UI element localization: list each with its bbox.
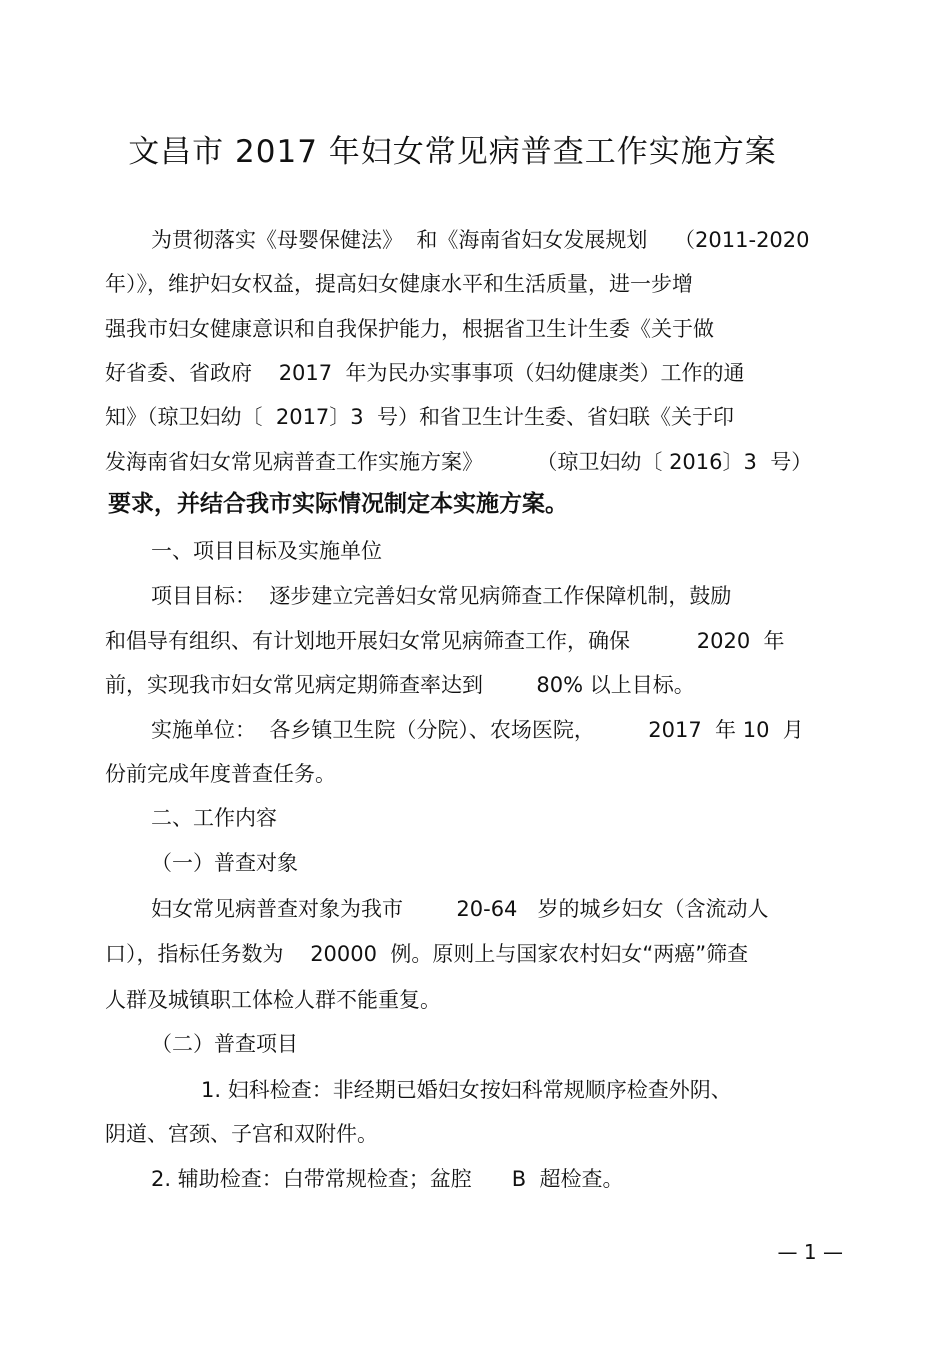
paragraph-line: 实施单位： 各乡镇卫生院（分院）、农场医院， 2017 年 10 月 bbox=[151, 718, 804, 742]
subsection-heading: （二）普查项目 bbox=[151, 1032, 298, 1056]
list-item: 1. 妇科检查：非经期已婚妇女按妇科常规顺序检查外阴、 bbox=[201, 1078, 732, 1102]
paragraph-line: 前，实现我市妇女常见病定期筛查率达到 80% 以上目标。 bbox=[105, 673, 695, 697]
paragraph-line: 发海南省妇女常见病普查工作实施方案》 （琼卫妇幼〔 2016〕3 号） bbox=[105, 450, 813, 474]
paragraph-line: 好省委、省政府 2017 年为民办实事事项（妇幼健康类）工作的通 bbox=[105, 361, 745, 385]
paragraph-line: 阴道、宫颈、子宫和双附件。 bbox=[105, 1122, 378, 1146]
paragraph-line: 和倡导有组织、有计划地开展妇女常见病筛查工作，确保 2020 年 bbox=[105, 629, 785, 653]
subsection-heading: （一）普查对象 bbox=[151, 851, 298, 875]
paragraph-line-bold: 要求，并结合我市实际情况制定本实施方案。 bbox=[108, 491, 568, 517]
paragraph-line: 为贯彻落实《母婴保健法》 和《海南省妇女发展规划 （2011-2020 bbox=[151, 228, 810, 252]
page-number: — 1 — bbox=[777, 1240, 843, 1264]
paragraph-line: 人群及城镇职工体检人群不能重复。 bbox=[105, 988, 441, 1012]
paragraph-line: 知》（琼卫妇幼〔 2017〕3 号）和省卫生计生委、省妇联《关于印 bbox=[105, 405, 735, 429]
paragraph-line: 年）》，维护妇女权益，提高妇女健康水平和生活质量，进一步增 bbox=[105, 272, 693, 296]
document-title: 文昌市 2017 年妇女常见病普查工作实施方案 bbox=[128, 134, 777, 170]
paragraph-line: 份前完成年度普查任务。 bbox=[105, 762, 336, 786]
list-item: 2. 辅助检查：白带常规检查；盆腔 B 超检查。 bbox=[151, 1167, 624, 1191]
paragraph-line: 强我市妇女健康意识和自我保护能力，根据省卫生计生委《关于做 bbox=[105, 317, 714, 341]
section-heading: 二、工作内容 bbox=[151, 806, 277, 830]
paragraph-line: 妇女常见病普查对象为我市 20-64 岁的城乡妇女（含流动人 bbox=[151, 897, 769, 921]
paragraph-line: 项目目标： 逐步建立完善妇女常见病筛查工作保障机制，鼓励 bbox=[151, 584, 732, 608]
paragraph-line: 口），指标任务数为 20000 例。原则上与国家农村妇女“两癌”筛查 bbox=[105, 942, 749, 966]
section-heading: 一、项目目标及实施单位 bbox=[151, 539, 382, 563]
